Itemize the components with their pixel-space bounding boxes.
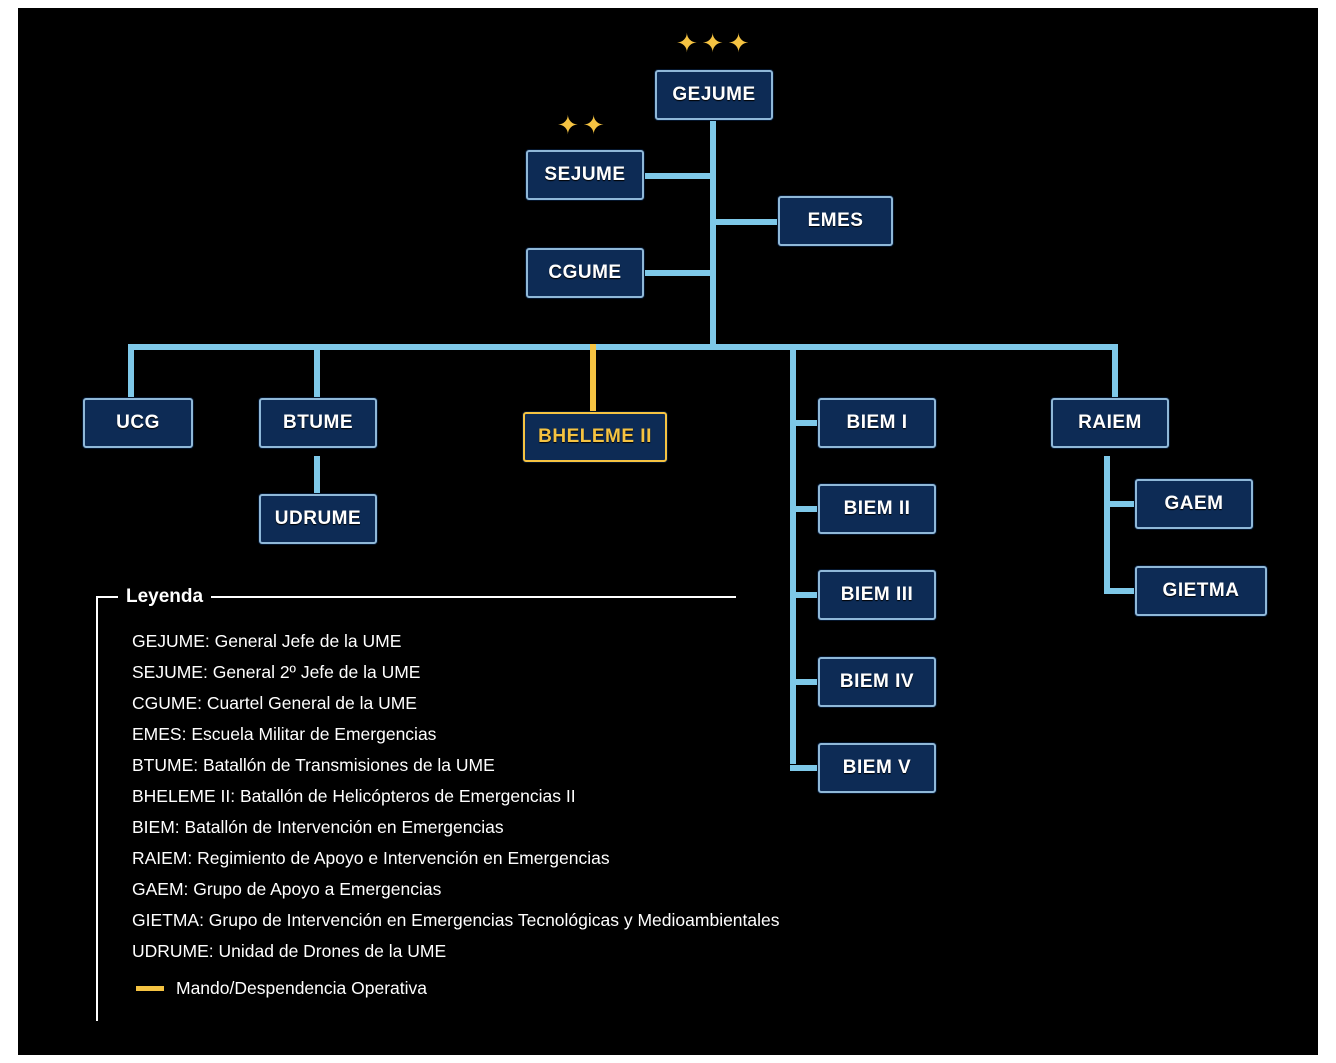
node-emes[interactable]: EMES [778,196,893,246]
node-biem-v[interactable]: BIEM V [818,743,936,793]
node-bheleme-ii[interactable]: BHELEME II [523,412,667,462]
node-ucg[interactable]: UCG [83,398,193,448]
legend-entry: UDRUME: Unidad de Drones de la UME [132,941,447,961]
node-biem-iv[interactable]: BIEM IV [818,657,936,707]
stars-sejume: ✦✦ [557,110,609,140]
node-sejume[interactable]: SEJUME [526,150,644,200]
connector-main-bus [128,344,1118,350]
legend-entry: CGUME: Cuartel General de la UME [132,693,417,713]
node-biem-i[interactable]: BIEM I [818,398,936,448]
node-gietma[interactable]: GIETMA [1135,566,1267,616]
stars-gejume: ✦✦✦ [676,28,754,58]
legend-key-label: Mando/Despendencia Operativa [176,978,427,998]
node-biem-ii[interactable]: BIEM II [818,484,936,534]
connector-drop-bheleme [590,344,596,416]
legend-entry: BHELEME II: Batallón de Helicópteros de Emergencias II [132,786,576,806]
connector-drop-raiem [1112,344,1118,402]
node-btume[interactable]: BTUME [259,398,377,448]
node-biem-iii[interactable]: BIEM III [818,570,936,620]
connector-drop-biem-spine [790,344,796,764]
legend-entry: BTUME: Batallón de Transmisiones de la UME [132,755,495,775]
connector-cgume [642,270,714,276]
legend-title: Leyenda [118,586,211,608]
connector-drop-ucg [128,344,134,402]
node-gaem[interactable]: GAEM [1135,479,1253,529]
legend-entry: BIEM: Batallón de Intervención en Emergencias [132,817,504,837]
legend-entry: SEJUME: General 2º Jefe de la UME [132,662,421,682]
node-udrume[interactable]: UDRUME [259,494,377,544]
node-gejume[interactable]: GEJUME [655,70,773,120]
legend-entry: GEJUME: General Jefe de la UME [132,631,402,651]
connector-raiem-spine [1104,456,1110,594]
legend-key [136,978,427,999]
legend-entry: RAIEM: Regimiento de Apoyo e Intervención en Emergencias [132,848,610,868]
node-cgume[interactable]: CGUME [526,248,644,298]
connector-gejume-trunk [710,118,716,350]
diagram-board [18,8,1318,1055]
connector-emes [710,219,780,225]
legend-entry: EMES: Escuela Militar de Emergencias [132,724,437,744]
legend-entry: GAEM: Grupo de Apoyo a Emergencias [132,879,442,899]
legend-list [132,626,780,967]
legend-entry: GIETMA: Grupo de Intervención en Emergencias Tecnológicas y Medioambientales [132,910,780,930]
node-raiem[interactable]: RAIEM [1051,398,1169,448]
connector-drop-btume [314,344,320,402]
connector-sejume [642,173,714,179]
operational-command-swatch [136,986,164,991]
